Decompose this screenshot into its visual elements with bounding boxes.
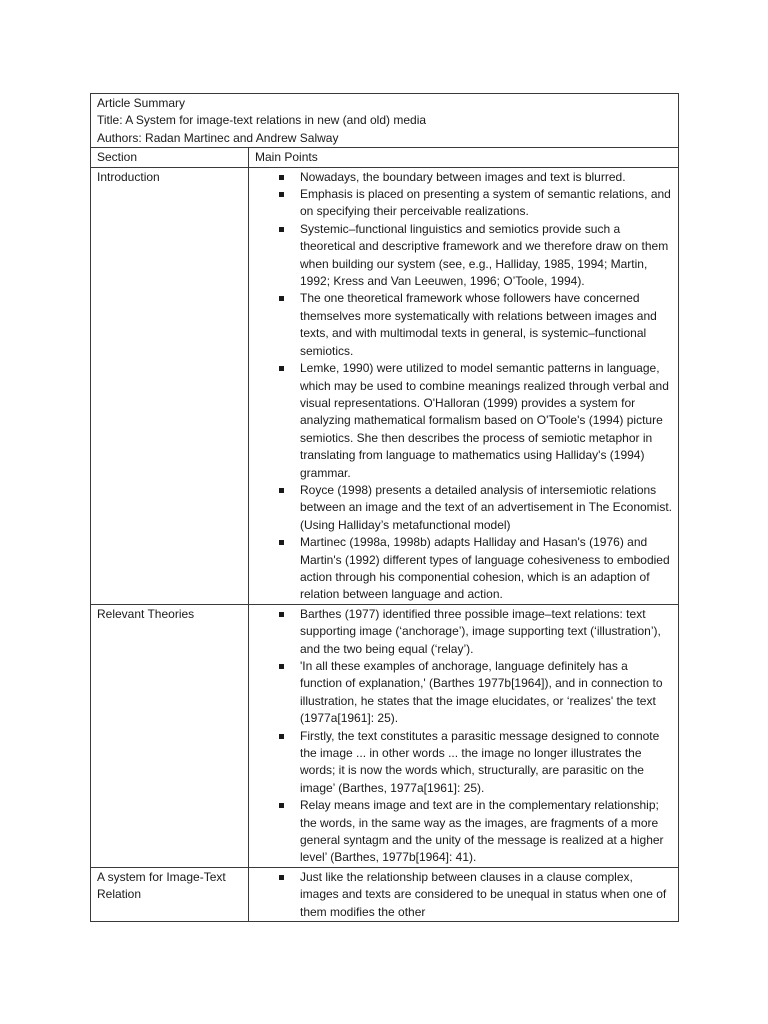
- list-item: [255, 169, 672, 186]
- table-row-image-text-system: [91, 867, 679, 921]
- article-info-cell: [91, 94, 679, 148]
- point-text: Barthes (1977) identified three possible image–text relations: text supporting image (‘anchorage’), image supporting text (‘illustration’), and the two being equal (‘relay’).: [300, 606, 661, 656]
- list-item: [255, 869, 672, 921]
- section-cell: A system for Image-Text Relation: [91, 867, 249, 921]
- square-bullet-icon: [279, 488, 284, 493]
- column-header-row: [91, 148, 679, 167]
- point-text: Just like the relationship between clauses in a clause complex, images and texts are considered to be unequal in status when one of them modifies the other: [300, 869, 667, 919]
- square-bullet-icon: [279, 175, 284, 180]
- table-header-row: [91, 94, 679, 148]
- table-row-introduction: [91, 167, 679, 604]
- point-text: Nowadays, the boundary between images and text is blurred.: [300, 169, 626, 184]
- points-cell: [249, 604, 679, 867]
- list-item: [255, 186, 672, 221]
- section-cell: Relevant Theories: [91, 604, 249, 867]
- point-text: Systemic–functional linguistics and semiotics provide such a theoretical and descriptive framework and we therefore draw on them when building our system (see, e.g., Halliday, 1985, 1994; Martin, 1992; Kress and Van Leeuwen, 1996; O’Toole, 1994).: [300, 221, 669, 289]
- column-header-main-points: Main Points: [249, 148, 679, 167]
- square-bullet-icon: [279, 227, 284, 232]
- table-row-relevant-theories: [91, 604, 679, 867]
- article-authors: Authors: Radan Martinec and Andrew Salway: [97, 130, 339, 145]
- article-title: Title: A System for image-text relations in new (and old) media: [97, 113, 427, 128]
- list-item: [255, 221, 672, 291]
- section-cell: Introduction: [91, 167, 249, 604]
- square-bullet-icon: [279, 664, 284, 669]
- square-bullet-icon: [279, 296, 284, 301]
- point-text: Martinec (1998a, 1998b) adapts Halliday and Hasan's (1976) and Martin's (1992) different types of language cohesiveness to embodied action through his componential cohesion, which is an adaption of relation between language and action.: [300, 535, 670, 602]
- list-item: [255, 606, 672, 658]
- point-text: Firstly, the text constitutes a parasitic message designed to connote the image ... in other words ... the image no longer illustrates the words; it is now the words which, structurally, are parasitic on the image’ (Barthes, 1977a[1961]: 25).: [300, 728, 660, 795]
- list-item: [255, 797, 672, 867]
- list-item: [255, 482, 672, 534]
- square-bullet-icon: [279, 540, 284, 545]
- list-item: [255, 290, 672, 360]
- point-text: 'In all these examples of anchorage, language definitely has a function of explanation,' (Barthes 1977b[1964]), and in connection to illustration, he states that the image elucidates, or ‘realizes' the text (1977a[1961]: 25).: [300, 659, 663, 726]
- point-text: The one theoretical framework whose followers have concerned themselves more systematically with relations between images and texts, and with multimodal texts in general, is systemic–functional semiotics.: [300, 291, 657, 358]
- points-list: [255, 169, 672, 604]
- point-text: Lemke, 1990) were utilized to model semantic patterns in language, which may be used to combine meanings realized through verbal and visual representations. O'Halloran (1999) provides a system for analyzing mathematical formalism based on O'Toole's (1994) picture semiotics. She then describes the process of semiotic metaphor in translating from language to mathematics using Halliday's (1994) grammar.: [300, 361, 669, 480]
- square-bullet-icon: [279, 612, 284, 617]
- square-bullet-icon: [279, 803, 284, 808]
- point-text: Emphasis is placed on presenting a system of semantic relations, and on specifying their perceivable realizations.: [300, 187, 671, 219]
- points-cell: [249, 867, 679, 921]
- points-cell: [249, 167, 679, 604]
- square-bullet-icon: [279, 875, 284, 880]
- article-summary-table: [90, 93, 679, 922]
- point-text: Royce (1998) presents a detailed analysis of intersemiotic relations between an image and the text of an advertisement in The Economist. (Using Halliday’s metafunctional model): [300, 482, 672, 532]
- points-list: [255, 869, 672, 921]
- point-text: Relay means image and text are in the complementary relationship; the words, in the same way as the images, are fragments of a more general syntagm and the unity of the message is realized at a higher level’ (Barthes, 1977b[1964]: 41).: [300, 798, 664, 865]
- list-item: [255, 360, 672, 482]
- list-item: [255, 728, 672, 798]
- article-summary-heading: Article Summary: [97, 96, 186, 110]
- column-header-section: Section: [91, 148, 249, 167]
- list-item: [255, 658, 672, 728]
- points-list: [255, 606, 672, 867]
- square-bullet-icon: [279, 734, 284, 739]
- list-item: [255, 534, 672, 604]
- square-bullet-icon: [279, 192, 284, 197]
- square-bullet-icon: [279, 366, 284, 371]
